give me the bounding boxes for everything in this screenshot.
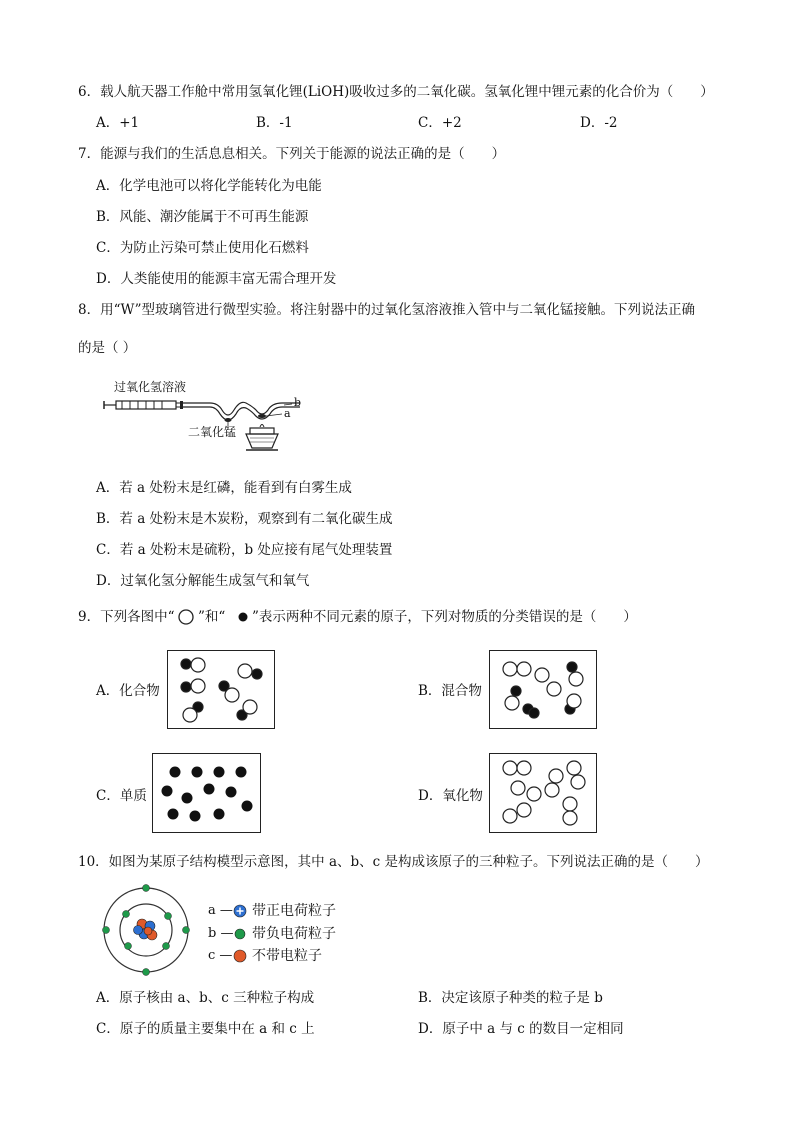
q6-option-a[interactable]: A．+1 <box>96 115 140 131</box>
legend-b-text: 带负电荷粒子 <box>252 926 336 942</box>
q9-option-b-label[interactable]: B．混合物 <box>418 683 482 699</box>
w-tube-apparatus-figure <box>100 372 320 462</box>
solid-atom-icon <box>236 608 250 626</box>
q7-option-a[interactable]: A．化学电池可以将化学能转化为电能 <box>96 178 322 194</box>
q8-option-c[interactable]: C．若 a 处粉末是硫粉，b 处应接有尾气处理装置 <box>96 542 393 558</box>
q10-option-a[interactable]: A．原子核由 a、b、c 三种粒子构成 <box>96 990 315 1006</box>
q9-stem-part3: ”表示两种不同元素的原子，下列对物质的分类错误的是（ ） <box>252 609 637 625</box>
q9-option-a-label[interactable]: A．化合物 <box>96 683 160 699</box>
q9-option-d-diagram[interactable] <box>489 753 597 833</box>
q8-option-b[interactable]: B．若 a 处粉末是木炭粉，观察到有二氧化碳生成 <box>96 511 393 527</box>
q7-stem: 7．能源与我们的生活息息相关。下列关于能源的说法正确的是（ ） <box>78 146 506 162</box>
legend-c-text: 不带电粒子 <box>252 948 322 964</box>
q7-option-b[interactable]: B．风能、潮汐能属于不可再生能源 <box>96 209 309 225</box>
q9-option-b-diagram[interactable] <box>489 650 597 729</box>
q6-option-d[interactable]: D．-2 <box>580 115 618 131</box>
electron-particle-icon <box>233 927 247 941</box>
legend-a-text: 带正电荷粒子 <box>252 903 336 919</box>
mno2-label: 二氧化锰 <box>188 425 237 439</box>
compound-molecules <box>168 651 276 730</box>
q6-option-b[interactable]: B．-1 <box>256 115 293 131</box>
q8-stem-line2: 的是（ ） <box>78 340 137 356</box>
legend-b-letter: b — <box>208 926 234 941</box>
point-b-label: b <box>294 396 302 409</box>
hollow-atom-icon <box>177 608 195 626</box>
legend-c-letter: c — <box>208 948 233 963</box>
element-atoms <box>153 754 262 834</box>
q7-option-c[interactable]: C．为防止污染可禁止使用化石燃料 <box>96 240 309 256</box>
q8-option-a[interactable]: A．若 a 处粉末是红磷，能看到有白雾生成 <box>96 480 352 496</box>
q8-stem-line1: 8．用“W”型玻璃管进行微型实验。将注射器中的过氧化氢溶液推入管中与二氧化锰接触。下列说法正确 <box>78 302 696 318</box>
q10-option-d[interactable]: D．原子中 a 与 c 的数目一定相同 <box>418 1021 624 1037</box>
q10-stem: 10．如图为某原子结构模型示意图，其中 a、b、c 是构成该原子的三种粒子。下列说法正确的是（ ） <box>78 854 709 870</box>
q6-option-c[interactable]: C．+2 <box>418 115 462 131</box>
atom-model-drawing <box>100 884 180 976</box>
oxide-molecules <box>490 754 598 834</box>
point-a-label: a <box>284 407 291 420</box>
q9-option-d-label[interactable]: D．氧化物 <box>418 788 483 804</box>
q7-option-d[interactable]: D．人类能使用的能源丰富无需合理开发 <box>96 271 337 287</box>
q10-option-b[interactable]: B．决定该原子种类的粒子是 b <box>418 990 603 1006</box>
atom-model-figure <box>100 884 180 976</box>
legend-a-letter: a — <box>208 903 233 918</box>
q9-option-c-diagram[interactable] <box>152 753 261 833</box>
mixture-molecules <box>490 651 598 730</box>
q9-stem-part2: ”和“ <box>198 609 226 625</box>
q10-option-c[interactable]: C．原子的质量主要集中在 a 和 c 上 <box>96 1021 315 1037</box>
q9-option-c-label[interactable]: C．单质 <box>96 788 147 804</box>
q8-option-d[interactable]: D．过氧化氢分解能生成氢气和氧气 <box>96 573 310 589</box>
q9-option-a-diagram[interactable] <box>167 650 275 729</box>
h2o2-solution-label: 过氧化氢溶液 <box>114 380 187 394</box>
positive-particle-icon <box>233 904 247 918</box>
q6-stem: 6．载人航天器工作舱中常用氢氧化锂(LiOH)吸收过多的二氧化碳。氢氧化锂中锂元素的化合价为（ ） <box>78 84 714 100</box>
neutral-particle-icon <box>233 949 247 963</box>
q9-stem-part1: 9．下列各图中“ <box>78 609 175 625</box>
